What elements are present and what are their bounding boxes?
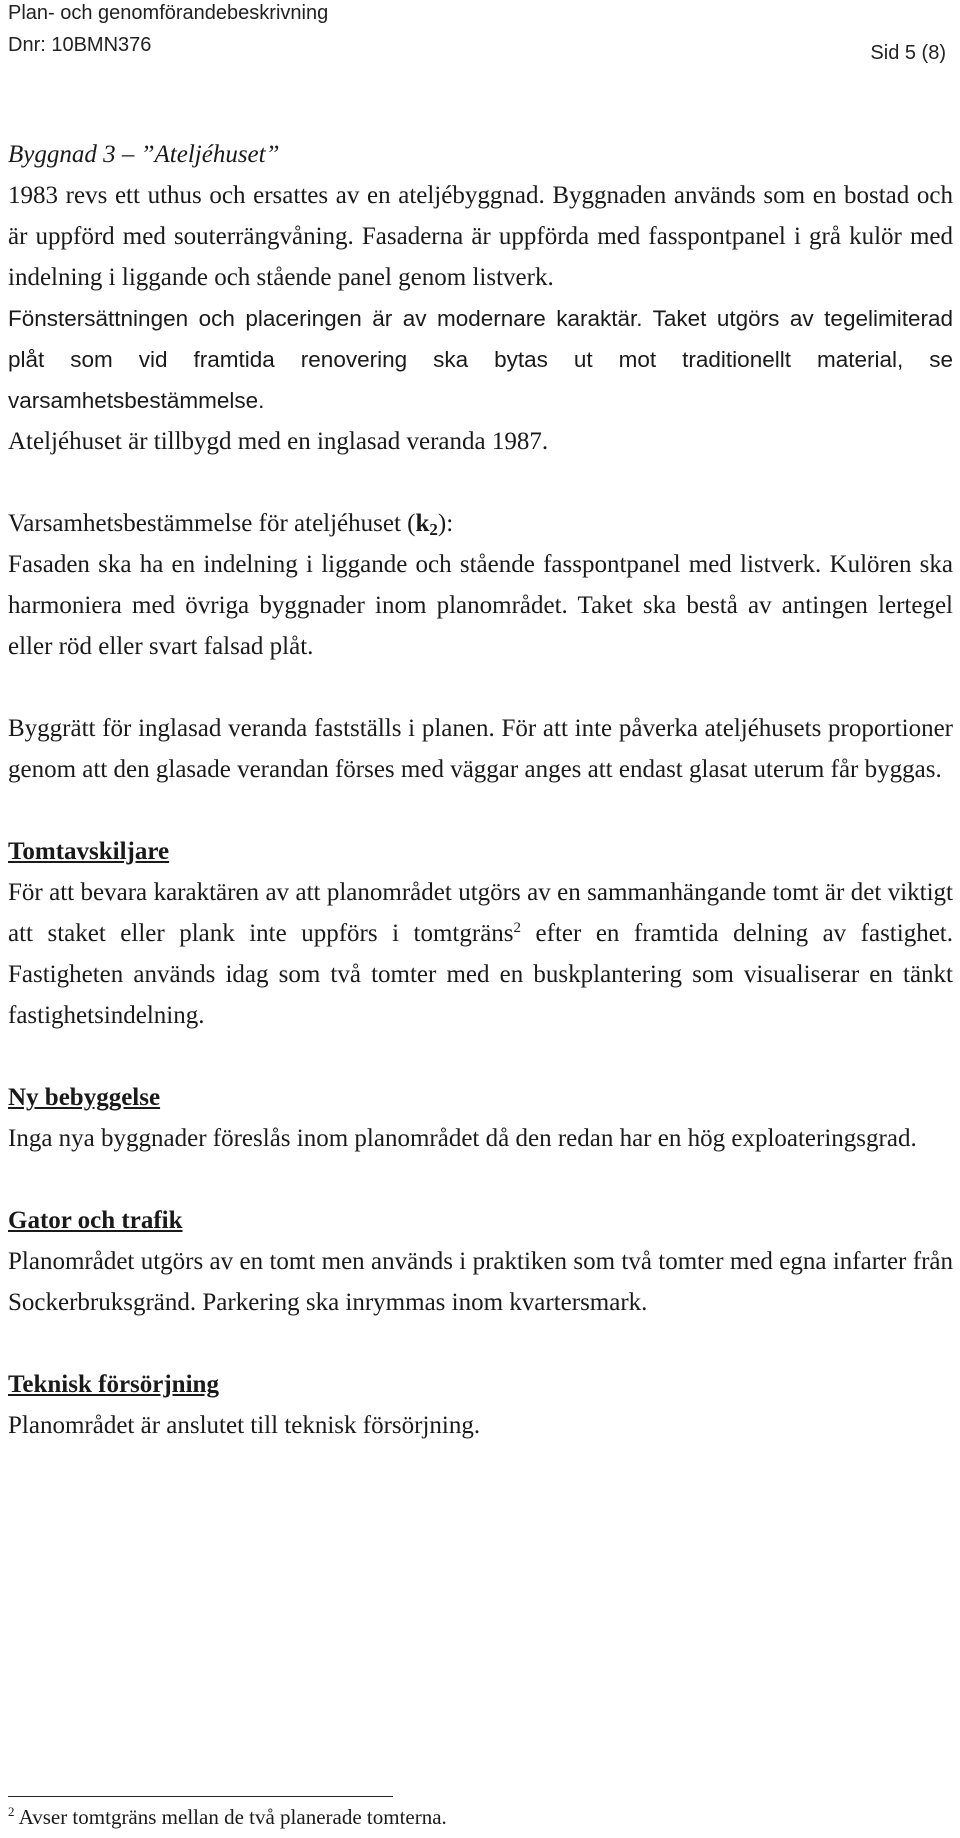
footnote-reference: 2 [513, 920, 522, 936]
document-title: Plan- och genomförandebeskrivning [8, 2, 329, 24]
section-teknisk-forsorjning [8, 1364, 953, 1446]
paragraph-building-3-windows: Fönstersättningen och placeringen är av modernare karaktär. Taket utgörs av tegelimiterad plåt som vid framtida renovering ska bytas ut mot traditionellt material, se varsamhetsbestämmelse. [8, 306, 953, 413]
tomtavskiljare-text-start: För att bevara karaktären av att planområdet utgörs av en sammanhängande tomt är det viktigt att staket eller plank inte uppförs i tomtgräns [8, 879, 953, 947]
section-heading-teknisk-forsorjning: Teknisk försörjning [8, 1371, 219, 1398]
footnote-divider [8, 1796, 393, 1797]
footnote-number: 2 [8, 1804, 15, 1819]
document-number: Dnr: 10BMN376 [8, 34, 152, 56]
section-varsamhet [8, 503, 953, 667]
page-number: Sid 5 (8) [870, 42, 946, 64]
varsamhet-code-index: 2 [429, 520, 438, 539]
varsamhet-code [416, 510, 438, 537]
paragraph-tomtavskiljare [8, 872, 953, 1036]
section-tomtavskiljare [8, 831, 953, 1036]
paragraph-teknisk-forsorjning: Planområdet är anslutet till teknisk försörjning. [8, 1412, 481, 1439]
section-gator-och-trafik [8, 1200, 953, 1323]
footnote-text: Avser tomtgräns mellan de två planerade tomterna. [14, 1805, 447, 1829]
section-heading-ny-bebyggelse: Ny bebyggelse [8, 1084, 161, 1111]
paragraph-building-3-history: 1983 revs ett uthus och ersattes av en ateljébyggnad. Byggnaden används som en bostad och är uppförd med souterrängvåning. Fasaderna är uppförda med fasspontpanel i grå kulör med indelning i liggande och stående panel genom listverk. [8, 182, 953, 291]
paragraph-veranda: Byggrätt för inglasad veranda fastställs i planen. För att inte påverka ateljéhusets proportioner genom att den glasade verandan förses med väggar anges att endast glasat uterum får byggas. [8, 715, 953, 783]
paragraph-ny-bebyggelse: Inga nya byggnader föreslås inom planområdet då den redan har en hög exploateringsgrad. [8, 1125, 917, 1152]
varsamhet-intro [8, 503, 953, 544]
varsamhet-code-letter: k [415, 510, 430, 537]
section-title-building-3: Byggnad 3 – ”Ateljéhuset” [8, 141, 280, 168]
section-heading-gator-och-trafik: Gator och trafik [8, 1207, 183, 1234]
footnote [8, 1804, 447, 1830]
varsamhet-intro-end: ): [437, 510, 454, 537]
section-ny-bebyggelse [8, 1077, 953, 1159]
section-building-3 [8, 134, 953, 462]
paragraph-gator-och-trafik: Planområdet utgörs av en tomt men används i praktiken som två tomter med egna infarter från Sockerbruksgränd. Parkering ska inrymmas inom kvartersmark. [8, 1248, 953, 1316]
section-heading-tomtavskiljare: Tomtavskiljare [8, 838, 170, 865]
document-body [8, 134, 953, 1446]
section-veranda [8, 708, 953, 790]
paragraph-varsamhet: Fasaden ska ha en indelning i liggande och stående fasspontpanel med listverk. Kulören ska harmoniera med övriga byggnader inom planområdet. Taket ska bestå av antingen lertegel eller röd eller svart falsad plåt. [8, 551, 953, 660]
varsamhet-intro-text: Varsamhetsbestämmelse för ateljéhuset ( [8, 510, 416, 537]
tomtavskiljare-text-end: efter en framtida delning av fastighet. Fastigheten används idag som två tomter med en buskplantering som visualiserar en tänkt fastighetsindelning. [8, 920, 953, 1029]
paragraph-building-3-veranda: Ateljéhuset är tillbygd med en inglasad veranda 1987. [8, 428, 549, 455]
